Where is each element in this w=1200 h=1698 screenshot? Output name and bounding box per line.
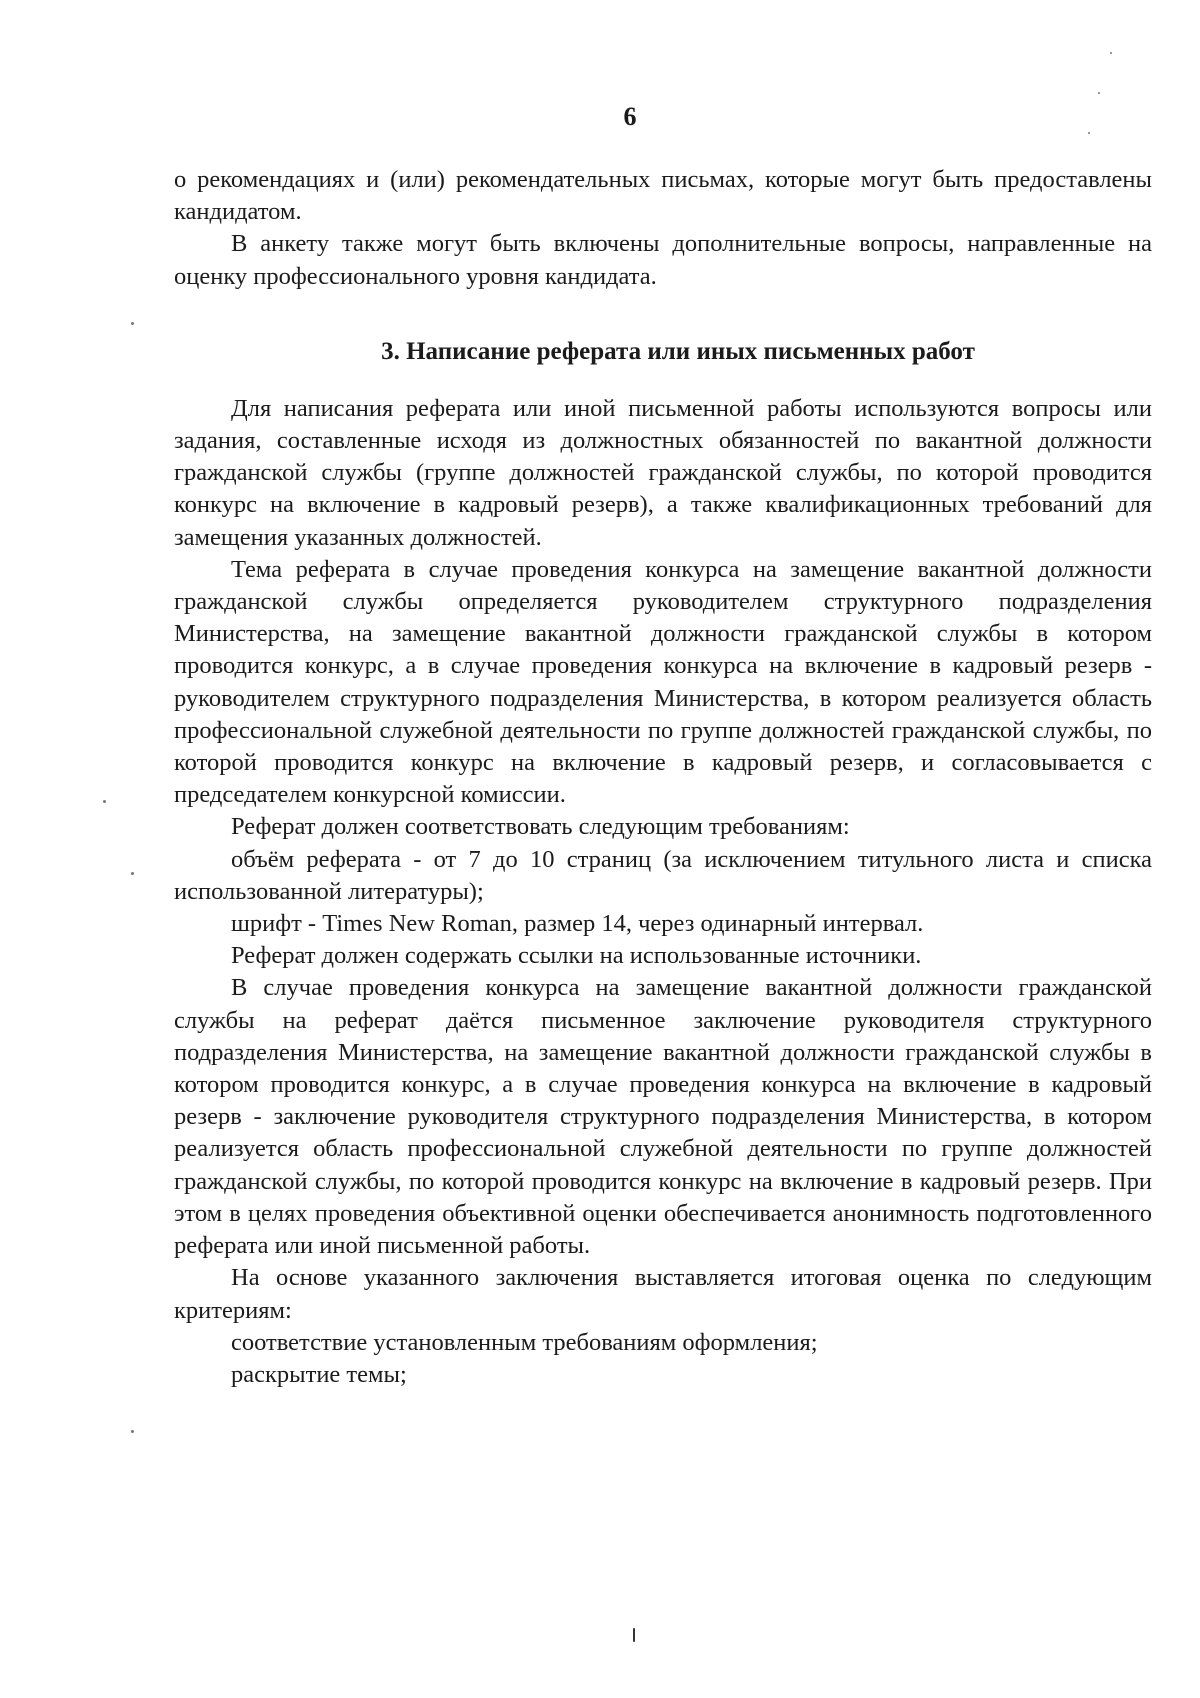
scan-speck [633, 1628, 635, 1642]
paragraph-essay-questions: Для написания реферата или иной письменной работы используются вопросы или задания, составленные исходя из должностных обязанностей по вакантной должности гражданской службы (группе должностей гражданской службы, по которой проводится конкурс на включение в кадровый резерв), а также квалификационных требований для замещения указанных должностей. [174, 394, 1152, 551]
scan-speck [1088, 132, 1090, 134]
paragraph-requirement-font: шрифт - Times New Roman, размер 14, через одинарный интервал. [231, 910, 924, 938]
page-content [174, 164, 1152, 1391]
paragraph-criteria-intro: На основе указанного заключения выставляется итоговая оценка по следующим критериям: [174, 1264, 1152, 1324]
paragraph-criterion-topic: раскрытие темы; [231, 1360, 407, 1388]
paragraph-requirement-volume: объём реферата - от 7 до 10 страниц (за исключением титульного листа и списка использованной литературы); [174, 845, 1152, 905]
scan-speck [131, 872, 134, 875]
section-heading: 3. Написание реферата или иных письменных работ [381, 337, 975, 365]
scan-speck [103, 800, 106, 803]
paragraph-requirement-references: Реферат должен содержать ссылки на использованные источники. [231, 942, 922, 970]
page-number: 6 [623, 102, 637, 131]
scan-speck [131, 1430, 134, 1433]
scan-speck [131, 322, 134, 325]
paragraph-questionnaire: В анкету также могут быть включены дополнительные вопросы, направленные на оценку профессионального уровня кандидата. [174, 230, 1152, 290]
paragraph-criterion-formatting: соответствие установленным требованиям оформления; [231, 1328, 818, 1356]
paragraph-continuation: о рекомендациях и (или) рекомендательных письмах, которые могут быть предоставлены кандидатом. [174, 166, 1152, 226]
scan-speck [1110, 52, 1112, 54]
paragraph-requirements-intro: Реферат должен соответствовать следующим требованиям: [231, 813, 850, 841]
paragraph-conclusion: В случае проведения конкурса на замещение вакантной должности гражданской службы на реферат даётся письменное заключение руководителя структурного подразделения Министерства, на замещение вакантной должности гражданской службы в котором проводится конкурс, а в случае проведения конкурса на включение в кадровый резерв - заключение руководителя структурного подразделения Министерства, в котором реализуется область профессиональной служебной деятельности по группе должностей гражданской службы, по которой проводится конкурс на включение в кадровый резерв. При этом в целях проведения объективной оценки обеспечивается анонимность подготовленного реферата или иной письменной работы. [174, 974, 1152, 1260]
scan-speck [1098, 92, 1100, 94]
paragraph-essay-topic: Тема реферата в случае проведения конкурса на замещение вакантной должности гражданской службы определяется руководителем структурного подразделения Министерства, на замещение вакантной должности гражданской службы в котором проводится конкурс, а в случае проведения конкурса на включение в кадровый резерв - руководителем структурного подразделения Министерства, в котором реализуется область профессиональной служебной деятельности по группе должностей гражданской службы, по которой проводится конкурс на включение в кадровый резерв, и согласовывается с председателем конкурсной комиссии. [174, 555, 1152, 809]
